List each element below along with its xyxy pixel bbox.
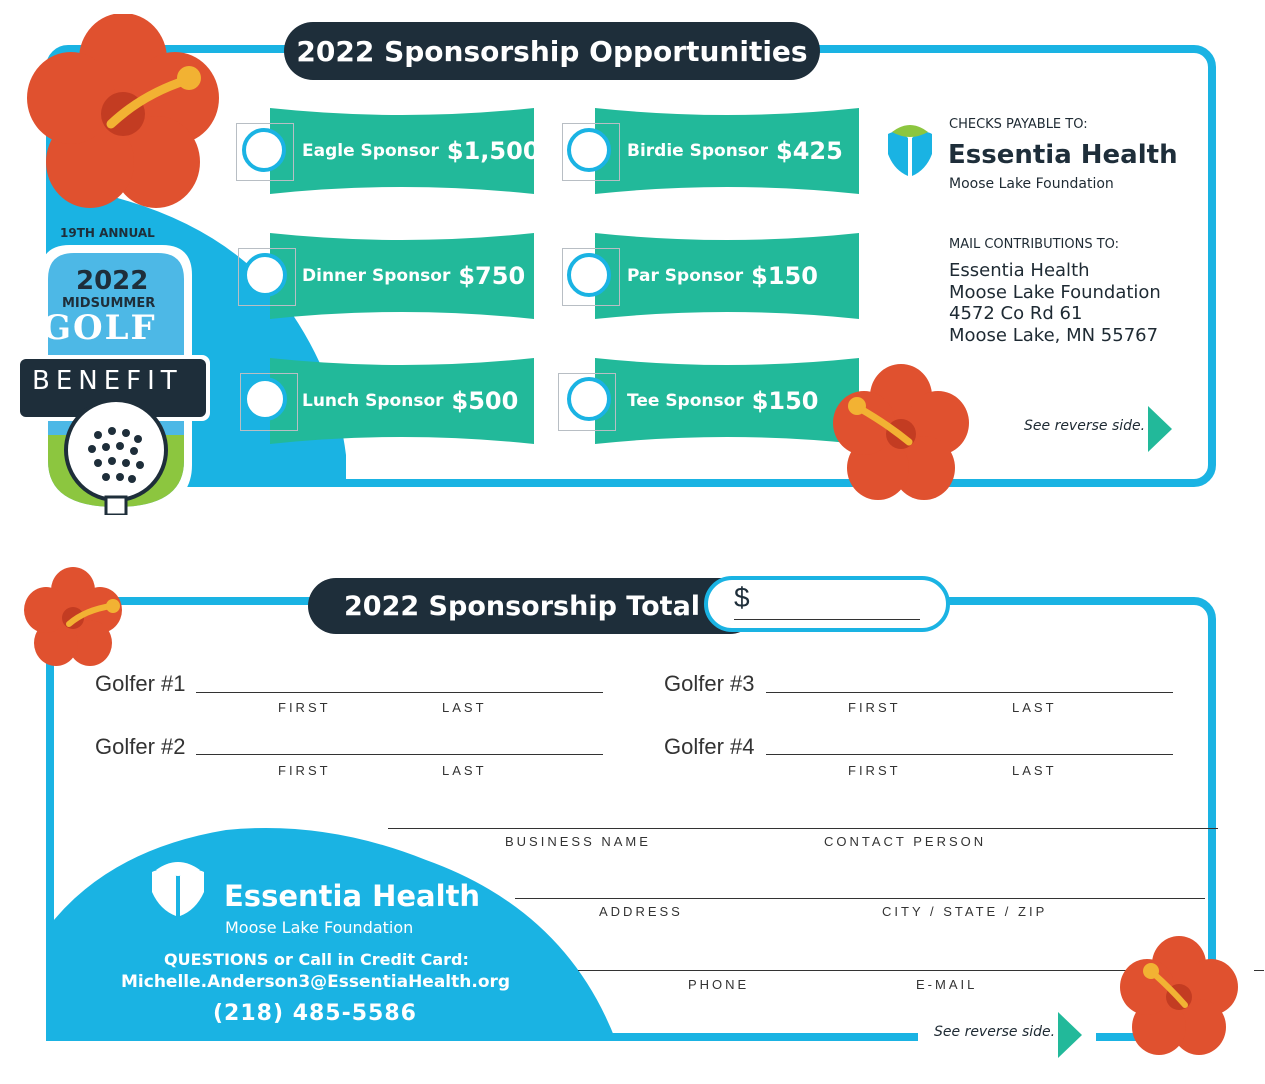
sponsor-checkbox[interactable] [242,128,286,172]
badge-benefit: BENEFIT [32,366,183,396]
golfer-3-field[interactable] [766,692,1173,693]
golfer-4-label: Golfer #4 [664,734,755,759]
org-name-top: Essentia Health [948,140,1178,170]
business-contact-field[interactable] [388,828,1218,829]
contact-person-caption: CONTACT PERSON [824,834,987,849]
address-caption: ADDRESS [599,904,683,919]
sponsor-tag[interactable] [270,108,540,194]
sponsor-name: Dinner Sponsor [302,266,451,286]
hibiscus-flower-icon [18,14,228,214]
sponsor-tag[interactable] [270,358,534,444]
first-caption: FIRST [278,763,331,778]
sponsor-price: $750 [458,262,526,290]
sponsor-name: Tee Sponsor [627,391,744,411]
mail-line: 4572 Co Rd 61 [949,303,1083,324]
first-caption: FIRST [278,700,331,715]
badge-year: 2022 [76,266,149,296]
see-reverse-bottom: See reverse side. [934,1024,1056,1040]
hibiscus-flower-icon [826,364,976,504]
top-title: 2022 Sponsorship Opportunities [296,34,808,68]
arrow-right-icon[interactable] [1148,406,1172,452]
contact-email[interactable]: Michelle.Anderson3@EssentiaHealth.org [121,972,511,992]
sponsor-name: Eagle Sponsor [302,141,439,161]
top-title-pill [284,22,820,80]
sponsor-tag-label [627,108,843,194]
sponsor-name: Birdie Sponsor [627,141,768,161]
bottom-title: 2022 Sponsorship Total [344,590,701,622]
arrow-right-icon[interactable] [1058,1012,1082,1058]
badge-golf: GOLF [42,308,157,348]
questions-text: QUESTIONS or Call in Credit Card: [164,950,469,969]
first-caption: FIRST [848,700,901,715]
phone-email-field-end [1254,970,1264,971]
golfer-1-label: Golfer #1 [95,671,186,696]
see-reverse-top: See reverse side. [1024,418,1146,434]
bottom-title-pill [308,578,758,634]
sponsor-name: Par Sponsor [627,266,744,286]
dollar-sign: $ [734,582,750,613]
sponsor-checkbox[interactable] [567,128,611,172]
badge-midsummer: MIDSUMMER [62,296,156,311]
sponsor-tag[interactable] [595,108,859,194]
org-sub-bottom: Moose Lake Foundation [225,918,414,937]
mail-line: Moose Lake, MN 55767 [949,324,1159,346]
sponsor-price: $425 [776,137,843,165]
sponsor-price: $500 [451,387,519,415]
essentia-logo-icon [884,124,936,180]
badge-annual: 19TH ANNUAL [60,226,155,240]
total-amount-line [734,619,920,620]
golfer-3-label: Golfer #3 [664,671,755,696]
sponsor-tag-label [627,358,819,444]
sponsor-tag-label [302,108,540,194]
phone-email-field[interactable] [578,970,1158,971]
contact-phone[interactable]: (218) 485-5586 [213,1001,417,1026]
sponsor-tag[interactable] [270,233,534,319]
sponsor-checkbox[interactable] [567,377,611,421]
golfer-4-field[interactable] [766,754,1173,755]
hibiscus-flower-icon [1114,936,1244,1058]
org-name-bottom: Essentia Health [224,879,481,913]
golfer-2-label: Golfer #2 [95,734,186,759]
sponsor-checkbox[interactable] [243,377,287,421]
sponsor-checkbox[interactable] [243,253,287,297]
first-caption: FIRST [848,763,901,778]
phone-caption: PHONE [688,977,750,992]
sponsor-name: Lunch Sponsor [302,391,444,411]
last-caption: LAST [442,763,487,778]
sponsor-tag-label [302,358,518,444]
sponsor-checkbox[interactable] [567,253,611,297]
address-field[interactable] [515,898,1205,899]
sponsor-tag[interactable] [595,233,859,319]
business-name-caption: BUSINESS NAME [505,834,651,849]
golfer-1-field[interactable] [196,692,603,693]
sponsor-price: $1,500 [446,137,540,165]
hibiscus-flower-icon [20,566,126,670]
total-amount-field[interactable] [704,576,950,632]
last-caption: LAST [1012,763,1057,778]
essentia-logo-icon [148,860,208,920]
sponsor-price: $150 [751,387,819,415]
email-caption: E-MAIL [916,977,978,992]
org-sub-top: Moose Lake Foundation [949,176,1114,192]
last-caption: LAST [1012,700,1057,715]
mail-label: MAIL CONTRIBUTIONS TO: [949,237,1120,252]
checks-label: CHECKS PAYABLE TO: [949,117,1088,132]
sponsor-tag-label [627,233,818,319]
sponsor-tag-label [302,233,525,319]
sponsor-price: $150 [751,262,818,290]
mail-line: Moose Lake Foundation [949,281,1161,303]
last-caption: LAST [442,700,487,715]
sponsor-tag[interactable] [595,358,859,444]
mail-address [949,260,1161,346]
mail-line: Essentia Health [949,260,1090,281]
golfer-2-field[interactable] [196,754,603,755]
city-state-zip-caption: CITY / STATE / ZIP [882,904,1048,919]
